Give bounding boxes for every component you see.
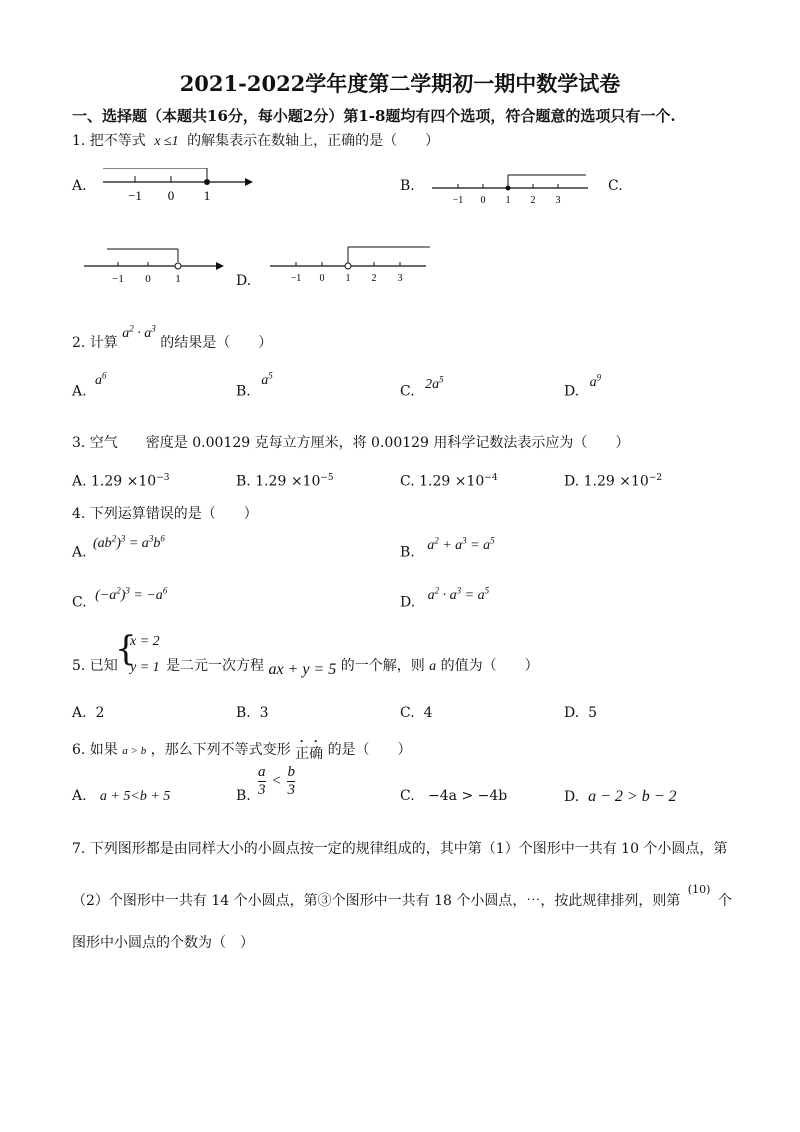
q1-number-line-d [266,244,436,286]
q5-option-d: D. 5 [564,705,598,721]
svg-text:−1: −1 [290,273,302,284]
q3-option-b: B. $1.29 \times 10^{-5}$ [236,473,334,490]
q3-option-c: C. $1.29 \times 10^{-4}$ [400,473,498,490]
tick-label: 0 [167,188,175,203]
q5-option-b: B. 3 [236,705,269,721]
q2-option-b: B. $a^5$ [236,370,273,400]
q1-option-a-label: A. [72,178,87,194]
q7-line-2: （2）个图形中一共有 14 个小圆点，第③个图形中一共有 18 个小圆点，⋯，按此规律排列，则第 $^{(10)}$ 个 [72,883,732,909]
q5-system-eq-1: x = 2 [130,634,160,649]
q4-option-b: B. $a^2 + a^3 = a^5$ [400,535,495,561]
q1-number-line-b [428,172,598,208]
section-heading: 一、选择题（本题共16分，每小题2分）第1-8题均有四个选项，符合题意的选项只有一个. [72,107,676,125]
q2-option-a: A. $a^6$ [72,370,107,400]
svg-text:−1: −1 [112,273,124,285]
q2-option-c: C. $2a^5$ [400,374,444,400]
question-4-stem: 4. 下列运算错误的是（ ） [72,506,258,522]
svg-text:2: 2 [530,195,536,206]
svg-text:0: 0 [319,273,325,284]
q3-option-d: D. $1.29 \times 10^{-2}$ [564,473,663,490]
svg-text:1: 1 [345,273,351,284]
tick-label: 1 [203,188,211,203]
q5-option-a: A. 2 [72,705,105,721]
svg-text:2: 2 [371,273,377,284]
q1-option-d-label: D. [236,273,252,289]
q6-option-c: C. −4a > −4b [400,788,508,804]
q5-system-eq-2: y = 1 [130,660,160,675]
question-3-stem: 3. 空气 密度是 0.00129 克每立方厘米，将 0.00129 用科学记数法表示应为（ ） [72,435,630,451]
svg-text:1: 1 [505,195,511,206]
tick-label: −1 [128,188,142,203]
q1-option-c-label: C. [608,178,623,194]
svg-text:3: 3 [397,273,403,284]
q4-option-d: D. $a^2 \cdot a^3 = a^5$ [400,585,490,611]
question-2-stem: 2. 计算 $a^2 \cdot a^3$ 的结果是（ ） [72,323,273,351]
question-1-stem: 1. 把不等式 x ≤1 的解集表示在数轴上，正确的是（ ） [72,133,440,149]
q7-line-1: 7. 下列图形都是由同样大小的小圆点按一定的规律组成的，其中第（1）个图形中一共有 10 个小圆点，第 [72,841,728,857]
q6-option-a: A. a + 5<b + 5 [72,788,171,804]
q6-option-b-expr: a 3 < b 3 [258,764,295,798]
q1-number-line-c [82,244,227,286]
q6-option-d: D. a − 2 > b − 2 [564,788,677,805]
q4-option-a: A. $(ab^2)^3 = a^3b^6$ [72,533,165,561]
q6-option-b-label: B. [236,788,251,804]
exam-title: 2021-2022学年度第二学期初一期中数学试卷 [179,71,621,96]
q5-stem-prefix: 5. 已知 [72,658,118,674]
question-6-stem: 6. 如果 a > b ，那么下列不等式变形 正确 的是（ ） [72,742,412,762]
svg-text:0: 0 [145,273,151,285]
svg-text:3: 3 [555,195,561,206]
q5-brace: { [115,629,137,669]
q4-option-c: C. $(-a^2)^3 = -a^6$ [72,585,168,611]
svg-text:0: 0 [480,195,486,206]
question-5-stem: 是二元一次方程 ax + y = 5 的一个解，则 a 的值为（ ） [166,658,539,678]
q3-option-a: A. $1.29 \times 10^{-3}$ [72,473,170,490]
q2-option-d: D. $a^9$ [564,372,602,400]
svg-text:−1: −1 [452,195,464,206]
q1-number-line-a [95,168,255,208]
q5-option-c: C. 4 [400,705,433,721]
q7-line-3: 图形中小圆点的个数为（ ） [72,935,254,951]
svg-text:1: 1 [175,273,181,285]
q1-option-b-label: B. [400,178,415,194]
q6-emphasis: 正确 [295,746,324,762]
